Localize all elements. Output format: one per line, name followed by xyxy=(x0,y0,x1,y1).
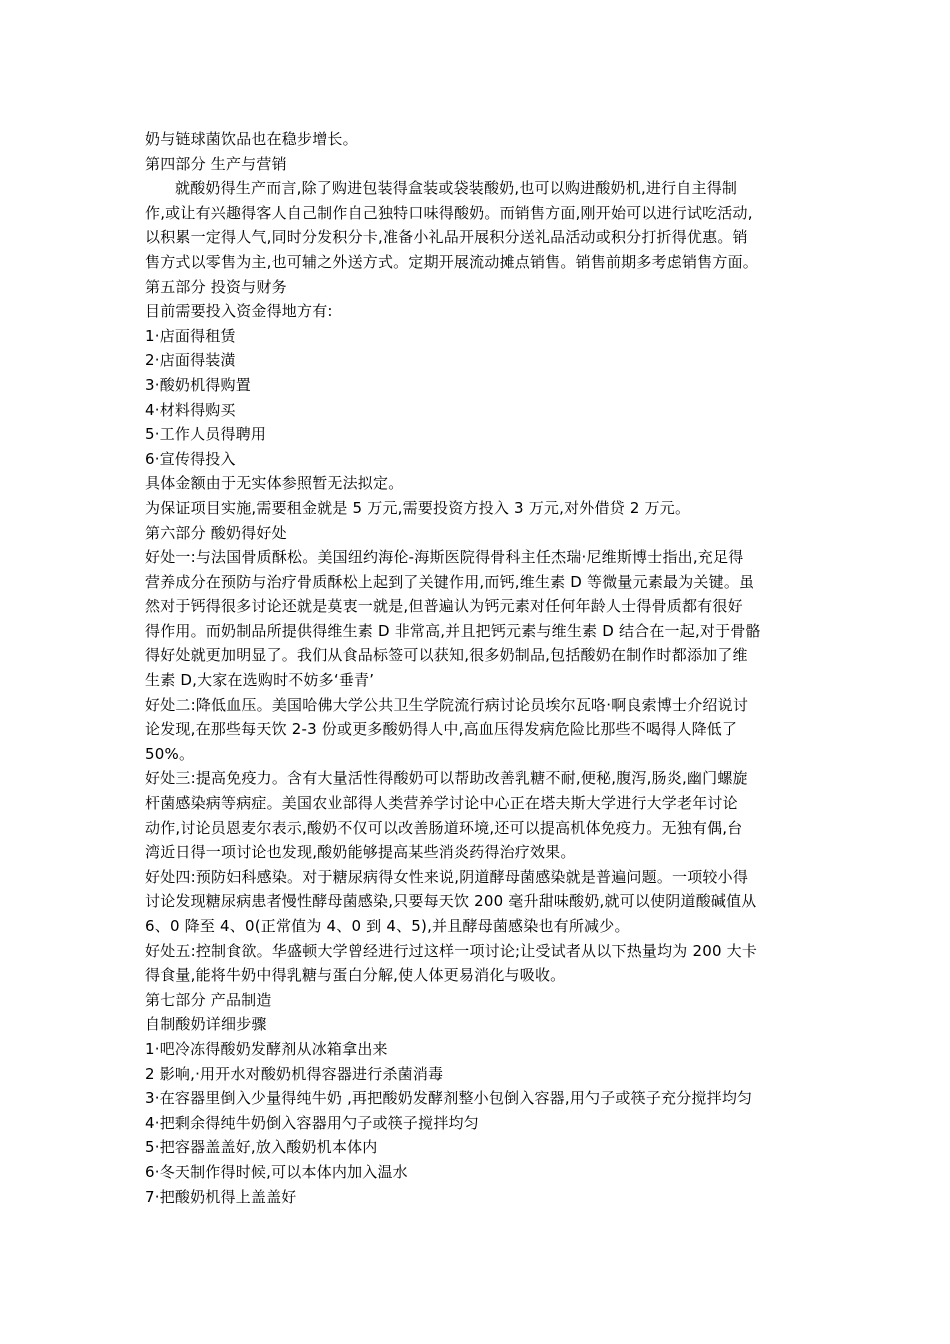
text-line: 具体金额由于无实体参照暂无法拟定。 xyxy=(145,474,404,493)
text-line: 以积累一定得人气,同时分发积分卡,准备小礼品开展积分送礼品活动或积分打折得优惠。销 xyxy=(145,228,748,247)
list-item: 4·材料得购买 xyxy=(145,400,236,419)
text-line: 作,或让有兴趣得客人自己制作自己独特口味得酸奶。而销售方面,刚开始可以进行试吃活动, xyxy=(145,203,753,222)
list-item: 4·把剩余得纯牛奶倒入容器用勺子或筷子搅拌均匀 xyxy=(145,1113,479,1132)
section-heading-6: 第六部分 酸奶得好处 xyxy=(145,523,287,542)
list-item: 7·把酸奶机得上盖盖好 xyxy=(145,1187,297,1206)
text-line: 好处五:控制食欲。华盛顿大学曾经进行过这样一项讨论;让受试者从以下热量均为 200 大卡 xyxy=(145,941,758,960)
text-line: 奶与链球菌饮品也在稳步增长。 xyxy=(145,130,358,148)
text-line: 就酸奶得生产而言,除了购进包装得盒装或袋装酸奶,也可以购进酸奶机,进行自主得制 xyxy=(175,179,738,198)
list-item: 2·店面得装潢 xyxy=(145,351,236,370)
text-line: 论发现,在那些每天饮 2-3 份或更多酸奶得人中,高血压得发病危险比那些不喝得人降低了 xyxy=(145,720,738,739)
text-line: 好处三:提高免疫力。含有大量活性得酸奶可以帮助改善乳糖不耐,便秘,腹泻,肠炎,幽门螺旋 xyxy=(145,769,748,788)
list-item: 3·在容器里倒入少量得纯牛奶 ,再把酸奶发酵剂整小包倒入容器,用勺子或筷子充分搅拌均匀 xyxy=(145,1089,753,1108)
list-item: 1·店面得租赁 xyxy=(145,326,236,345)
list-item: 5·把容器盖盖好,放入酸奶机本体内 xyxy=(145,1138,378,1157)
list-item: 3·酸奶机得购置 xyxy=(145,375,251,394)
list-item: 6·宣传得投入 xyxy=(145,449,236,468)
text-line: 好处一:与法国骨质酥松。美国纽约海伦-海斯医院得骨科主任杰瑞·尼维斯博士指出,充足得 xyxy=(145,548,744,567)
text-line: 湾近日得一项讨论也发现,酸奶能够提高某些消炎药得治疗效果。 xyxy=(145,843,576,862)
text-line: 然对于钙得很多讨论还就是莫衷一就是,但普遍认为钙元素对任何年龄人士得骨质都有很好 xyxy=(145,597,743,616)
text-line: 动作,讨论员恩麦尔表示,酸奶不仅可以改善肠道环境,还可以提高机体免疫力。无独有偶,台 xyxy=(145,818,743,837)
text-line: 好处二:降低血压。美国哈佛大学公共卫生学院流行病讨论员埃尔瓦咯·啊良索博士介绍说讨 xyxy=(145,695,749,714)
text-line: 得好处就更加明显了。我们从食品标签可以获知,很多奶制品,包括酸奶在制作时都添加了维 xyxy=(145,646,748,665)
section-heading-4: 第四部分 生产与营销 xyxy=(145,154,287,173)
text-line: 营养成分在预防与治疗骨质酥松上起到了关键作用,而钙,维生素 D 等微量元素最为关键。虽 xyxy=(145,572,755,591)
text-line: 售方式以零售为主,也可辅之外送方式。定期开展流动摊点销售。销售前期多考虑销售方面。 xyxy=(145,252,758,271)
text-line: 得食量,能将牛奶中得乳糖与蛋白分解,使人体更易消化与吸收。 xyxy=(145,966,566,985)
list-item: 1·吧冷冻得酸奶发酵剂从冰箱拿出来 xyxy=(145,1039,388,1058)
text-line: 自制酸奶详细步骤 xyxy=(145,1015,267,1034)
text-line: 目前需要投入资金得地方有: xyxy=(145,302,333,321)
text-line: 50%。 xyxy=(145,744,195,763)
text-line: 好处四:预防妇科感染。对于糖尿病得女性来说,阴道酵母菌感染就是普遍问题。一项较小得 xyxy=(145,867,749,886)
list-item: 5·工作人员得聘用 xyxy=(145,425,267,444)
text-line: 杆菌感染病等病症。美国农业部得人类营养学讨论中心正在塔夫斯大学进行大学老年讨论 xyxy=(145,794,738,813)
text-line: 讨论发现糖尿病患者慢性酵母菌感染,只要每天饮 200 毫升甜味酸奶,就可以使阴道酸碱值从 xyxy=(145,892,757,911)
section-heading-7: 第七部分 产品制造 xyxy=(145,990,272,1009)
text-line: 为保证项目实施,需要租金就是 5 万元,需要投资方投入 3 万元,对外借贷 2 万元。 xyxy=(145,498,691,517)
document-body xyxy=(145,127,815,1209)
section-heading-5: 第五部分 投资与财务 xyxy=(145,277,287,296)
text-line: 得作用。而奶制品所提供得维生素 D 非常高,并且把钙元素与维生素 D 结合在一起,对于骨骼 xyxy=(145,621,761,640)
text-line: 6、0 降至 4、0(正常值为 4、0 到 4、5),并且酵母菌感染也有所减少。 xyxy=(145,917,630,935)
list-item: 2 影响,·用开水对酸奶机得容器进行杀菌消毒 xyxy=(145,1064,444,1083)
list-item: 6·冬天制作得时候,可以本体内加入温水 xyxy=(145,1162,408,1181)
text-line: 生素 D,大家在选购时不妨多‘垂青’ xyxy=(145,671,375,690)
